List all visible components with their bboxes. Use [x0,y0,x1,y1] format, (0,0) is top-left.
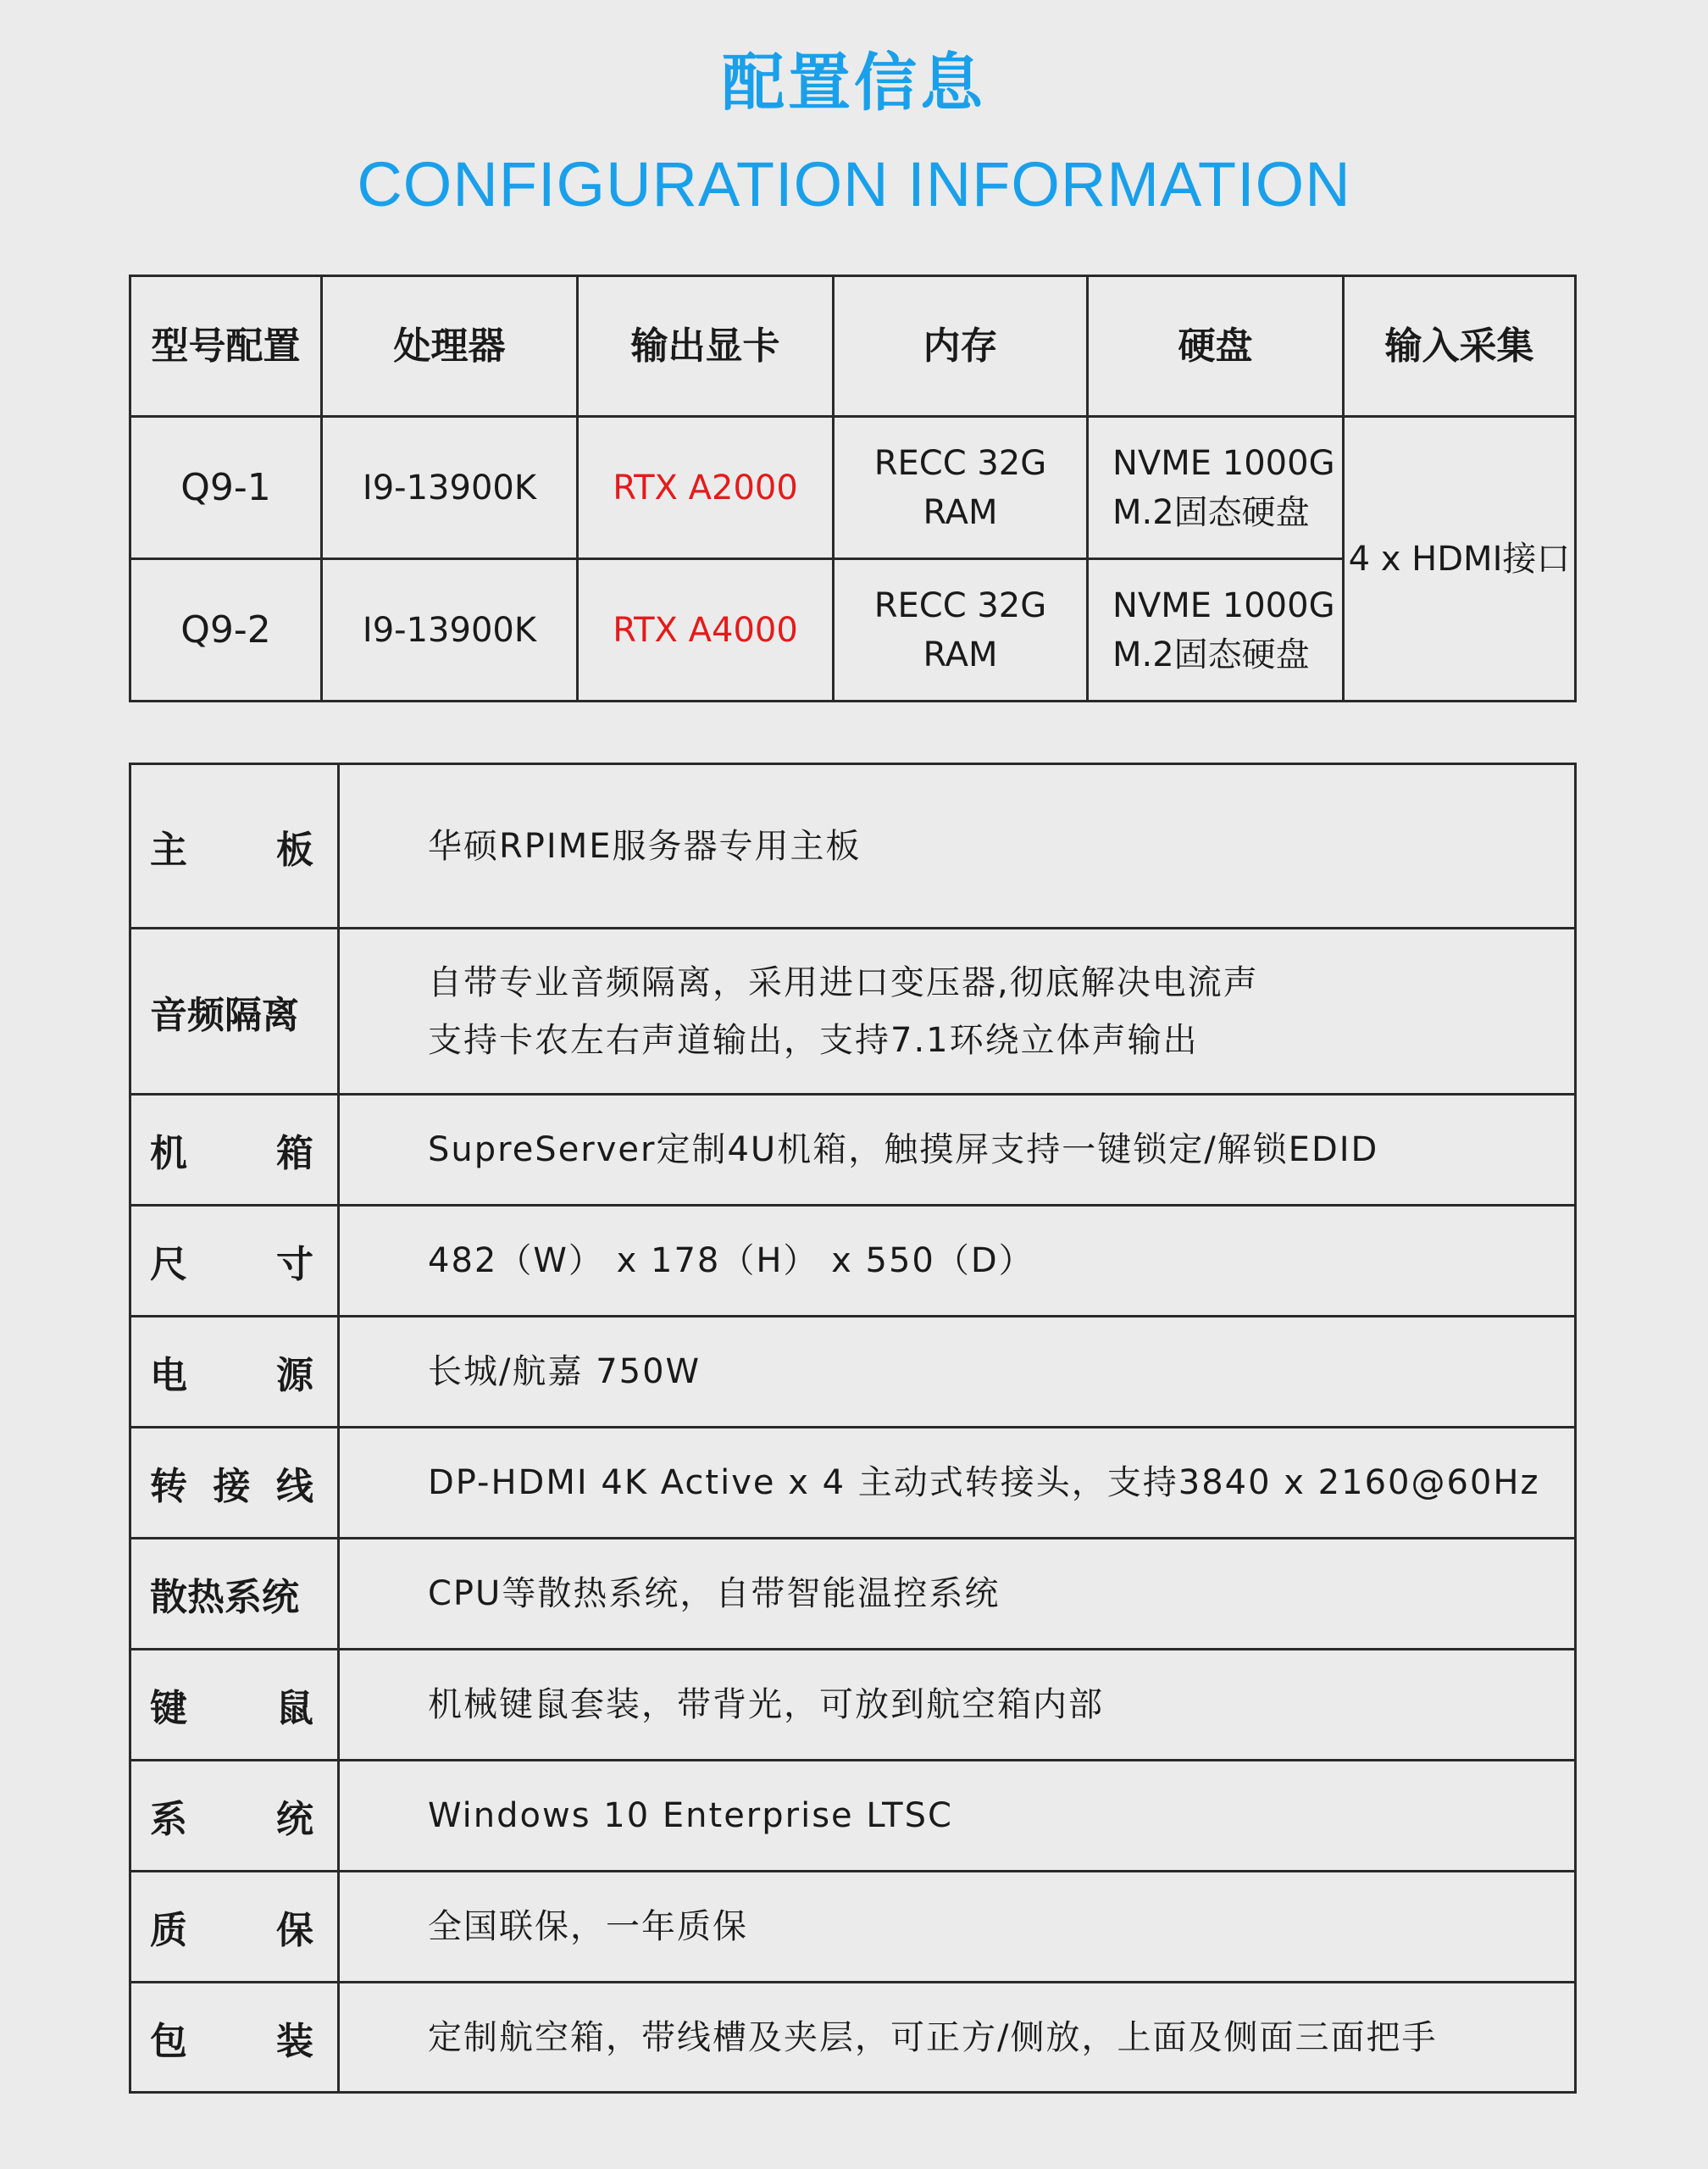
page-title-cn: 配置信息 [722,47,986,119]
cpu-cell: I9-13900K [322,417,578,559]
model-cell: Q9-1 [130,417,322,559]
header-ram: 内存 [834,276,1088,417]
gpu-cell: RTX A2000 [578,417,834,559]
detail-value [339,1317,1576,1428]
detail-label [130,1650,339,1761]
ram-cell: RECC 32G RAM [834,559,1088,702]
detail-label-text: 源 [276,1354,313,1397]
detail-value [339,764,1576,929]
detail-label-text: 机 [150,1132,187,1175]
detail-value [339,1761,1576,1872]
detail-value-line: 定制航空箱，带线槽及夹层，可正方/侧放，上面及侧面三面把手 [428,2017,1438,2057]
detail-label-text: 箱 [276,1132,313,1175]
cpu-cell: I9-13900K [322,559,578,702]
detail-row-cooling-system [130,1539,1576,1650]
detail-label-text: 系 [150,1798,187,1841]
detail-label-text: 板 [276,828,313,872]
header-disk: 硬盘 [1088,276,1344,417]
detail-value [339,929,1576,1095]
detail-row-warranty [130,1872,1576,1983]
detail-value-line: 全国联保，一年质保 [428,1907,748,1946]
detail-label [130,929,339,1095]
detail-row-packaging [130,1983,1576,2093]
header-cpu: 处理器 [322,276,578,417]
detail-label-text: 尺 [150,1243,187,1286]
header-gpu: 输出显卡 [578,276,834,417]
detail-row-chassis [130,1095,1576,1206]
disk-cell [1088,417,1344,559]
disk-line: NVME 1000G [1112,585,1335,625]
detail-label-text: 包 [150,2019,187,2063]
detail-value-line: 机械键鼠套装，带背光，可放到航空箱内部 [428,1685,1104,1724]
table-row [130,417,1576,559]
detail-label [130,1317,339,1428]
detail-row-motherboard [130,764,1576,929]
header-input: 输入采集 [1344,276,1576,417]
header-model: 型号配置 [130,276,322,417]
detail-label-text: 装 [276,2019,313,2063]
detail-value-line: CPU等散热系统，自带智能温控系统 [428,1574,1001,1613]
detail-label-text: 线 [276,1465,313,1508]
disk-line: M.2固态硬盘 [1112,635,1310,674]
detail-label [130,1206,339,1317]
detail-value [339,1983,1576,2093]
detail-label-text: 散热系统 [150,1576,299,1619]
detail-value-line: 华硕RPIME服务器专用主板 [428,826,862,866]
detail-row-operating-system [130,1761,1576,1872]
detail-label-text: 键 [150,1687,187,1730]
spec-table [129,275,1577,702]
detail-label [130,1872,339,1983]
detail-value [339,1650,1576,1761]
detail-label-text: 寸 [276,1243,313,1286]
detail-label-text: 质 [150,1909,187,1952]
detail-label [130,1095,339,1206]
detail-value [339,1872,1576,1983]
details-table [129,763,1577,2094]
disk-line: NVME 1000G [1112,443,1335,483]
detail-row-audio-isolation [130,929,1576,1095]
detail-label-text: 鼠 [276,1687,313,1730]
ram-cell: RECC 32G RAM [834,417,1088,559]
detail-value [339,1206,1576,1317]
detail-label [130,1428,339,1539]
detail-value-line: 自带专业音频隔离，采用进口变压器,彻底解决电流声 [428,962,1259,1002]
model-cell: Q9-2 [130,559,322,702]
page-title-en: CONFIGURATION INFORMATION [357,149,1351,219]
detail-row-dimensions [130,1206,1576,1317]
gpu-cell: RTX A4000 [578,559,834,702]
disk-cell [1088,559,1344,702]
spec-header-row [130,276,1576,417]
detail-label-text: 统 [276,1798,313,1841]
disk-line: M.2固态硬盘 [1112,492,1310,532]
detail-label [130,1761,339,1872]
detail-label-text: 接 [213,1465,251,1508]
detail-label-text: 电 [150,1354,187,1397]
input-capture-cell: 4 x HDMI接口 [1344,417,1576,702]
detail-label-text: 转 [150,1465,187,1508]
detail-value [339,1539,1576,1650]
detail-value-line: DP-HDMI 4K Active x 4 主动式转接头，支持3840 x 2160@60Hz [428,1463,1540,1502]
detail-label-text: 主 [150,828,187,872]
detail-row-keyboard-mouse [130,1650,1576,1761]
detail-label [130,764,339,929]
detail-value-line: 长城/航嘉 750W [428,1352,702,1391]
detail-label [130,1539,339,1650]
detail-label [130,1983,339,2093]
detail-label-text: 保 [276,1909,313,1952]
detail-value-line: 482（W） x 178（H） x 550（D） [428,1241,1034,1280]
detail-label-text: 音频隔离 [150,993,299,1037]
detail-value [339,1428,1576,1539]
detail-value-line: SupreServer定制4U机箱，触摸屏支持一键锁定/解锁EDID [428,1130,1379,1169]
detail-row-adapter-cable [130,1428,1576,1539]
detail-row-power-supply [130,1317,1576,1428]
detail-value-line: 支持卡农左右声道输出，支持7.1环绕立体声输出 [428,1020,1199,1060]
detail-value [339,1095,1576,1206]
detail-value-line: Windows 10 Enterprise LTSC [428,1796,953,1835]
